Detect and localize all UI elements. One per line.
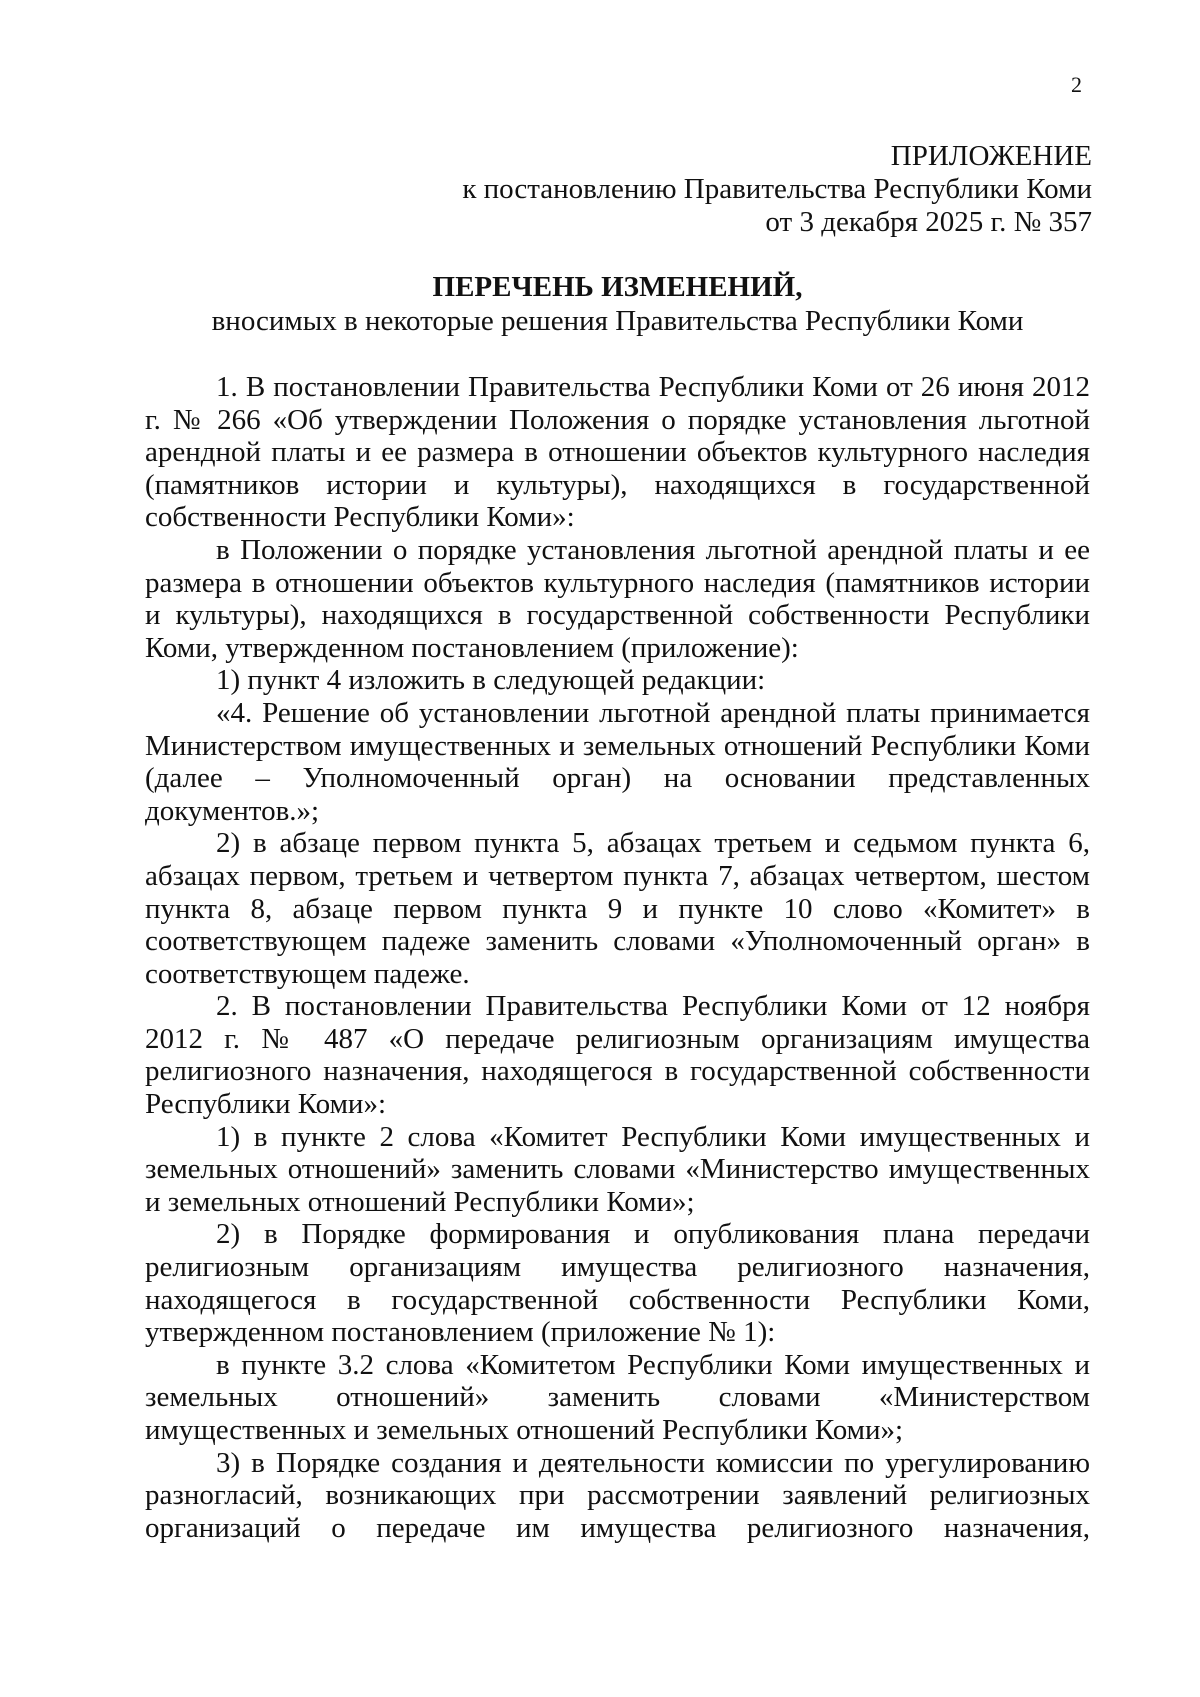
paragraph: 2) в Порядке формирования и опубликования плана передачи религиозным организациям имущества религиозного назначения, находящегося в государственной собственности Республики Коми, утвержденном постановлением (приложение № 1): xyxy=(145,1218,1090,1349)
paragraph: 1) в пункте 2 слова «Комитет Республики Коми имущественных и земельных отношений» заменить словами «Министерство имущественных и земельных отношений Республики Коми»; xyxy=(145,1120,1090,1218)
paragraph: 3) в Порядке создания и деятельности комиссии по урегулированию разногласий, возникающих при рассмотрении заявлений религиозных организаций о передаче им имущества религиозного назначения, xyxy=(145,1446,1090,1544)
appendix-header xyxy=(462,140,1092,239)
paragraph: 2) в абзаце первом пункта 5, абзацах третьем и седьмом пункта 6, абзацах первом, третьем и четвертом пункта 7, абзацах четвертом, шестом пункта 8, абзаце первом пункта 9 и пункте 10 слово «Комитет» в соответствующем падеже заменить словами «Уполномоченный орган» в соответствующем падеже. xyxy=(145,827,1090,990)
appendix-label: ПРИЛОЖЕНИЕ xyxy=(890,140,1092,172)
paragraph: в пункте 3.2 слова «Комитетом Республики Коми имущественных и земельных отношений» заменить словами «Министерством имущественных и земельных отношений Республики Коми»; xyxy=(145,1348,1090,1446)
paragraph: «4. Решение об установлении льготной арендной платы принимается Министерством имущественных и земельных отношений Республики Коми (далее – Уполномоченный орган) на основании представленных документов.»; xyxy=(145,696,1090,827)
document-body xyxy=(145,371,1090,1544)
page-number: 2 xyxy=(1071,72,1082,97)
document-subtitle: вносимых в некоторые решения Правительства Республики Коми xyxy=(211,305,1024,337)
document-title-block xyxy=(145,270,1090,338)
document-title: ПЕРЕЧЕНЬ ИЗМЕНЕНИЙ, xyxy=(432,271,803,303)
paragraph: 1. В постановлении Правительства Республики Коми от 26 июня 2012 г. № 266 «Об утверждении Положения о порядке установления льготной арендной платы и ее размера в отношении объектов культурного наследия (памятников истории и культуры), находящихся в государственной собственности Республики Коми»: xyxy=(145,371,1090,534)
appendix-resolution-ref: к постановлению Правительства Республики Коми xyxy=(462,173,1092,205)
paragraph: в Положении о порядке установления льготной арендной платы и ее размера в отношении объектов культурного наследия (памятников истории и культуры), находящихся в государственной собственности Республики Коми, утвержденном постановлением (приложение): xyxy=(145,533,1090,664)
paragraph: 2. В постановлении Правительства Республики Коми от 12 ноября 2012 г. № 487 «О передаче религиозным организациям имущества религиозного назначения, находящегося в государственной собственности Республики Коми»: xyxy=(145,990,1090,1121)
paragraph: 1) пункт 4 изложить в следующей редакции: xyxy=(216,664,766,697)
appendix-date-number: от 3 декабря 2025 г. № 357 xyxy=(765,206,1092,238)
